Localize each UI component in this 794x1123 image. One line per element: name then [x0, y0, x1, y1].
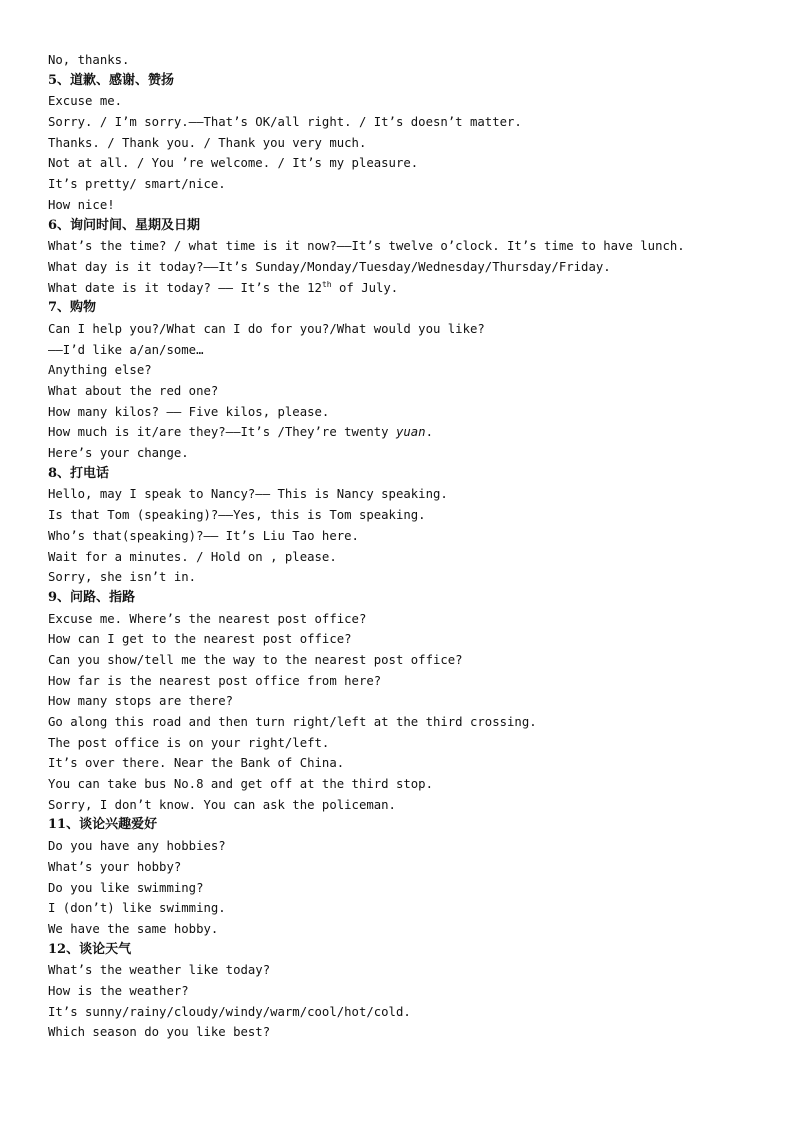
text-line: What’s the weather like today?	[48, 963, 271, 978]
text-line: Do you like swimming?	[48, 880, 204, 895]
text-line: Do you have any hobbies?	[48, 839, 226, 854]
section-s6	[48, 216, 758, 299]
line-text-start: What date is it today? —— It’s the 12	[48, 280, 322, 295]
text-line: Excuse me. Where’s the nearest post office?	[48, 611, 367, 626]
line-text-start: How much is it/are they?——It’s /They’re twenty	[48, 425, 396, 440]
text-line: What about the red one?	[48, 384, 219, 399]
section-heading: 7、购物	[48, 300, 97, 316]
section-heading: 8、打电话	[48, 465, 110, 481]
text-line: No, thanks.	[48, 53, 130, 67]
text-line: Which season do you like best?	[48, 1025, 271, 1040]
text-line: What day is it today?——It’s Sunday/Monday/Tuesday/Wednesday/Thursday/Friday.	[48, 259, 611, 274]
section-s7	[48, 298, 758, 464]
line-text-end: of July.	[331, 280, 399, 295]
text-line: The post office is on your right/left.	[48, 735, 330, 750]
text-line: It’s sunny/rainy/cloudy/windy/warm/cool/hot/cold.	[48, 1004, 411, 1019]
text-line: Anything else?	[48, 363, 152, 378]
text-line: ——I’d like a/an/some…	[48, 342, 204, 357]
document-page	[48, 50, 758, 1043]
section-heading: 12、谈论天气	[48, 941, 132, 957]
section-heading: 5、道歉、感谢、赞扬	[48, 72, 175, 88]
text-line: How can I get to the nearest post office?	[48, 632, 352, 647]
section-s8	[48, 464, 758, 588]
text-line: It’s pretty/ smart/nice.	[48, 177, 226, 192]
text-line: What’s your hobby?	[48, 859, 182, 874]
text-line: How far is the nearest post office from here?	[48, 673, 382, 688]
ordinal-suffix: th	[321, 279, 332, 289]
section-s0	[48, 50, 758, 71]
text-line: You can take bus No.8 and get off at the third stop.	[48, 777, 433, 792]
text-line: How nice!	[48, 197, 115, 212]
text-line: Sorry, she isn’t in.	[48, 570, 197, 585]
text-line: Who’s that(speaking)?—— It’s Liu Tao here.	[48, 528, 359, 543]
text-line: Hello, may I speak to Nancy?—— This is Nancy speaking.	[48, 487, 448, 502]
text-line: Wait for a minutes. / Hold on , please.	[48, 549, 337, 564]
section-s9	[48, 588, 758, 816]
text-line	[48, 278, 758, 299]
section-heading: 6、询问时间、星期及日期	[48, 217, 201, 233]
section-s12	[48, 940, 758, 1043]
section-heading: 11、谈论兴趣爱好	[48, 817, 158, 833]
text-line: Go along this road and then turn right/left at the third crossing.	[48, 715, 537, 730]
text-line: How many kilos? —— Five kilos, please.	[48, 404, 330, 419]
text-line: We have the same hobby.	[48, 921, 219, 936]
text-line: How many stops are there?	[48, 694, 234, 709]
text-line: I (don’t) like swimming.	[48, 901, 226, 916]
text-line: Here’s your change.	[48, 446, 189, 461]
italic-word: yuan	[395, 425, 426, 440]
text-line: Is that Tom (speaking)?——Yes, this is Tom speaking.	[48, 508, 426, 523]
text-line: Excuse me.	[48, 94, 123, 109]
text-line	[48, 422, 758, 443]
text-line: How is the weather?	[48, 983, 189, 998]
text-line: Sorry. / I’m sorry.——That’s OK/all right. / It’s doesn’t matter.	[48, 115, 522, 130]
text-line: What’s the time? / what time is it now?——It’s twelve o’clock. It’s time to have lunch.	[48, 239, 685, 254]
text-line: Can I help you?/What can I do for you?/What would you like?	[48, 321, 485, 336]
text-line: Sorry, I don’t know. You can ask the policeman.	[48, 797, 396, 812]
line-text-end: .	[425, 425, 433, 440]
text-line: Not at all. / You ’re welcome. / It’s my pleasure.	[48, 156, 419, 171]
section-heading: 9、问路、指路	[48, 589, 136, 605]
text-line: It’s over there. Near the Bank of China.	[48, 756, 345, 771]
text-line: Can you show/tell me the way to the nearest post office?	[48, 652, 463, 667]
section-s5	[48, 71, 758, 216]
section-s11	[48, 815, 758, 939]
text-line: Thanks. / Thank you. / Thank you very much.	[48, 135, 367, 150]
